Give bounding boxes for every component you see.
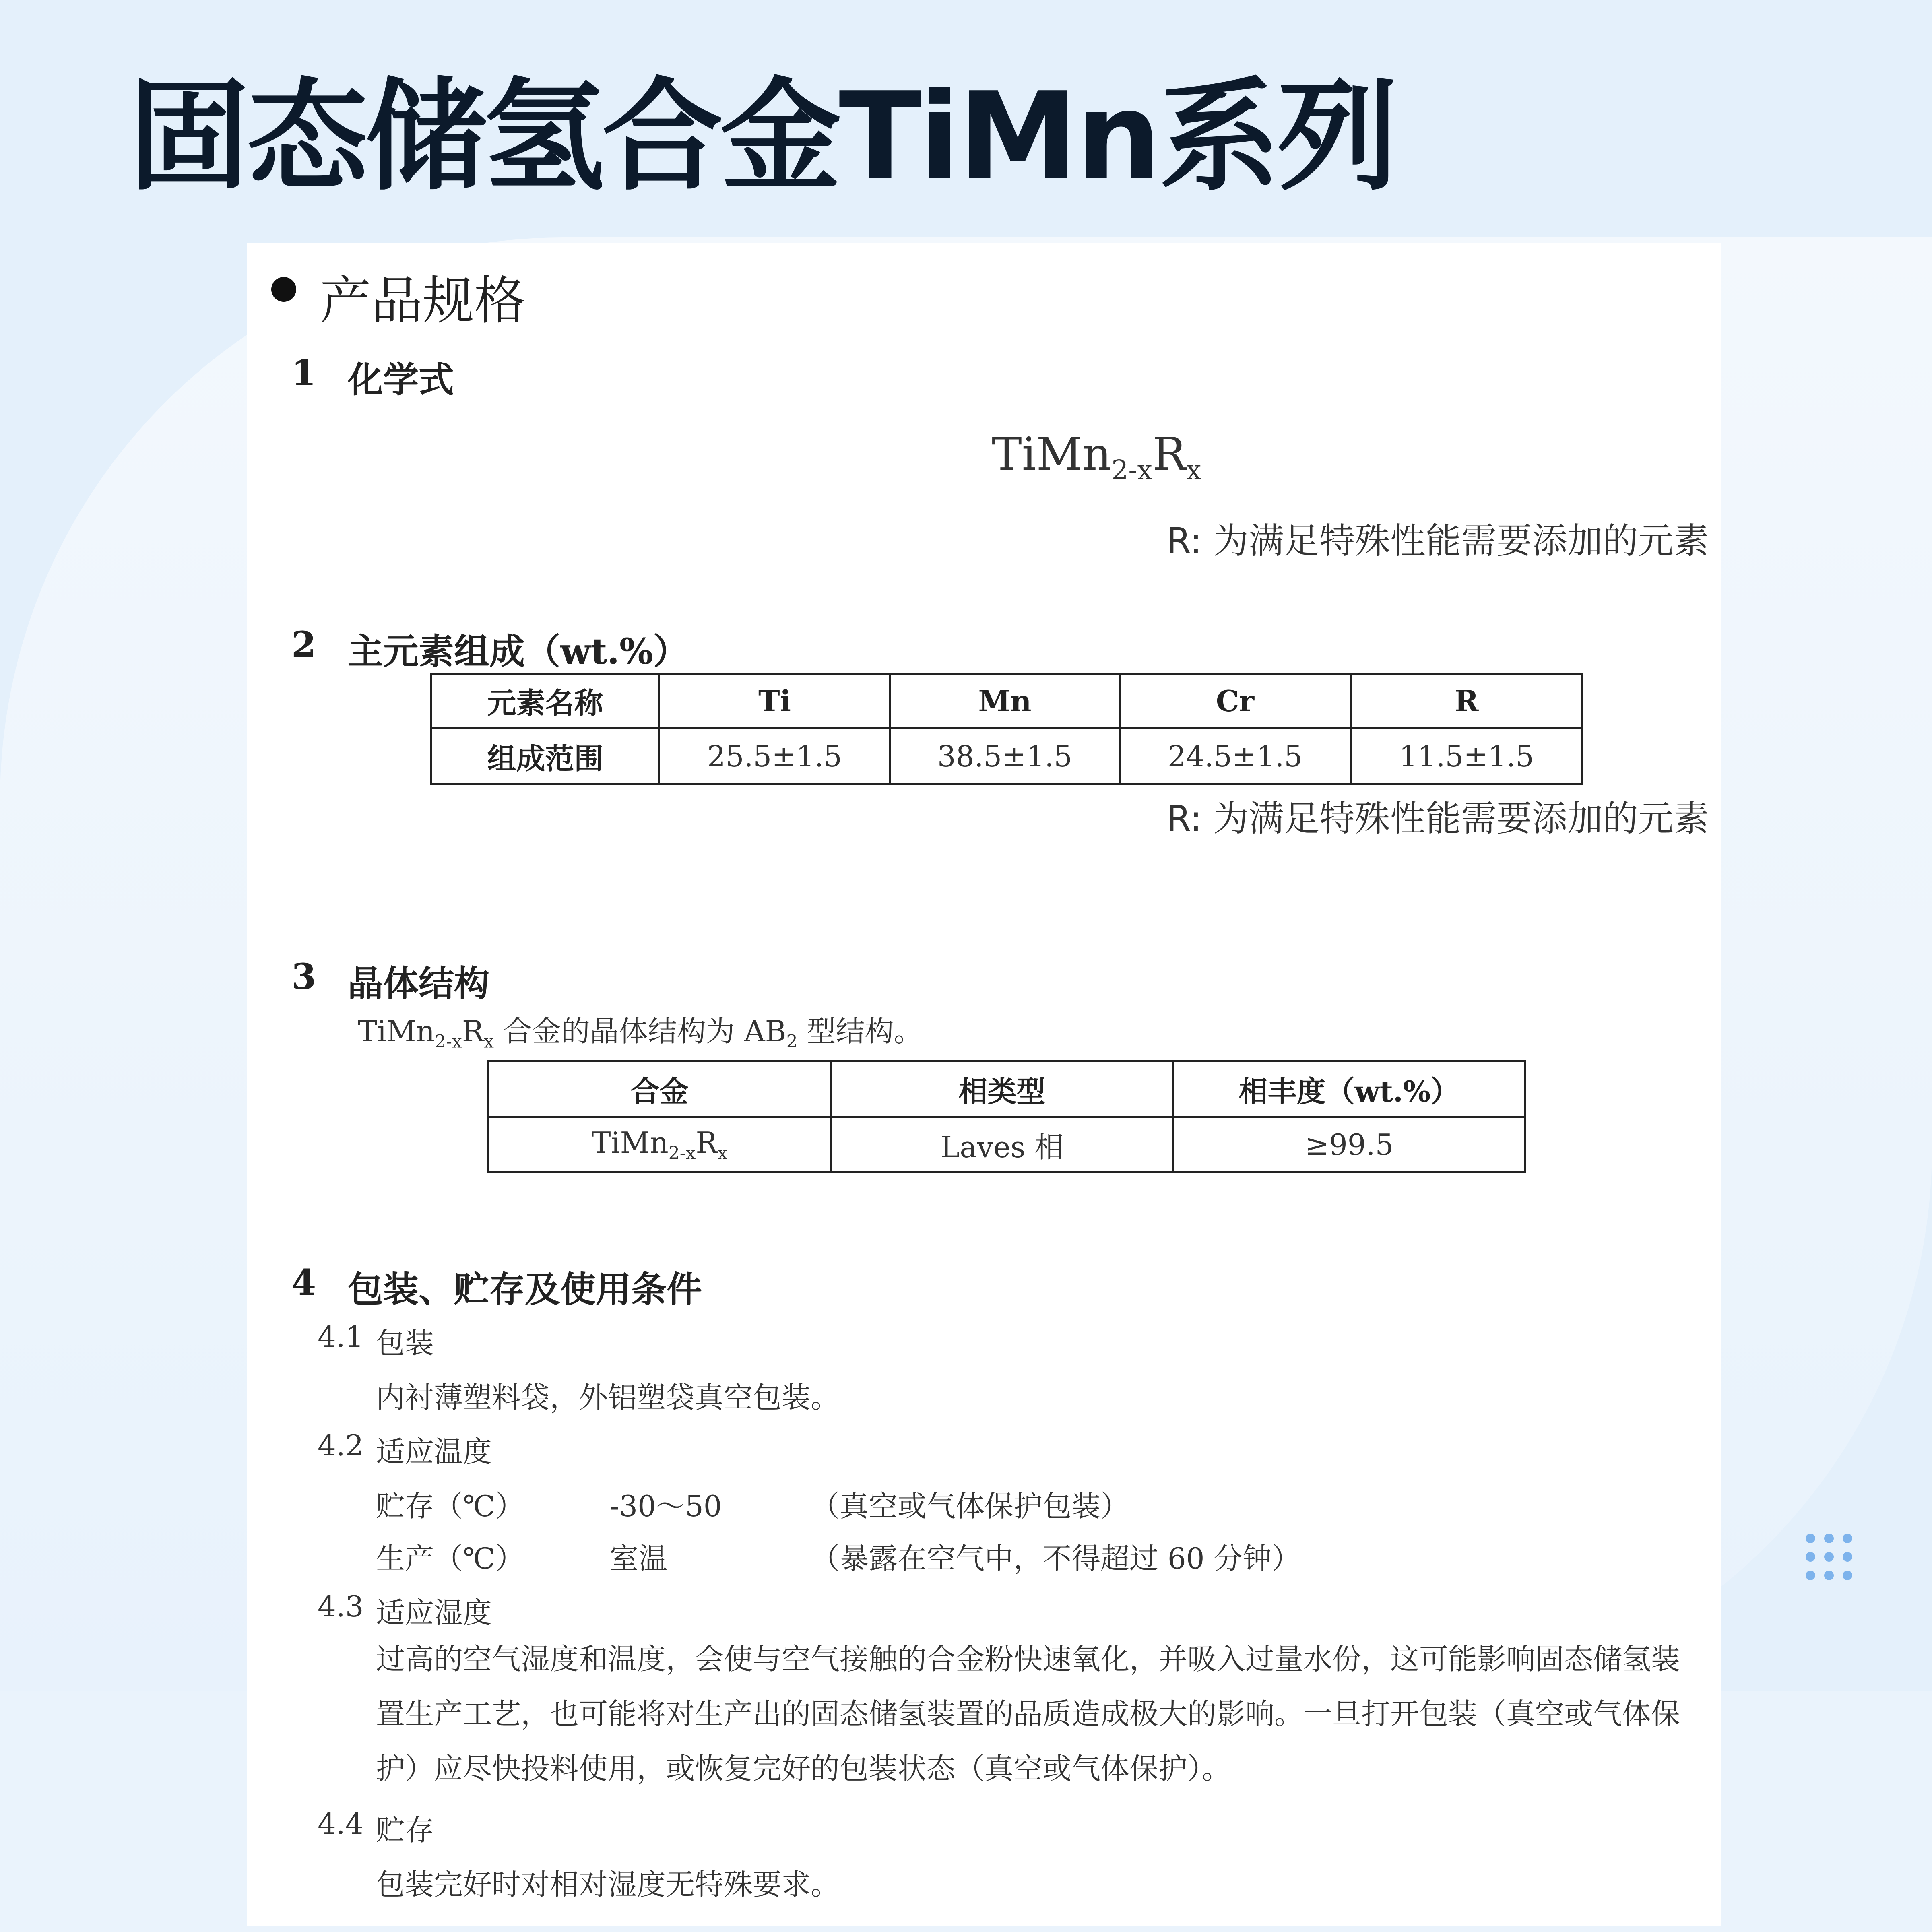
storage-temp-remark: （真空或气体保护包装） — [811, 1489, 1130, 1523]
table-header-row — [489, 1061, 1525, 1117]
section-4-title: 包装、贮存及使用条件 — [348, 1268, 702, 1310]
document-panel — [247, 243, 1721, 1926]
table-cell: 11.5±1.5 — [1351, 728, 1583, 784]
humidity-paragraph: 过高的空气湿度和温度，会使与空气接触的合金粉快速氧化，并吸入过量水份，这可能影响固态储氢装置生产工艺，也可能将对生产出的固态储氢装置的品质造成极大的影响。一旦打开包装（真空或气体保护）应尽快投料使用，或恢复完好的包装状态（真空或气体保护）。 — [376, 1642, 1680, 1785]
section-1-number: 1 — [291, 352, 316, 394]
section-4-number: 4 — [291, 1261, 316, 1303]
table-cell: Ti — [659, 674, 890, 728]
subsection-4-3-number: 4.3 — [318, 1589, 364, 1623]
section-3-title: 晶体结构 — [348, 962, 490, 1004]
decorative-dots-icon — [1806, 1534, 1854, 1598]
table-cell: 25.5±1.5 — [659, 728, 890, 784]
chemical-formula: $TiMn_{2-x}R_x$ — [992, 428, 1201, 486]
subsection-4-2-number: 4.2 — [318, 1428, 364, 1462]
storage-temp-value: -30～50 — [609, 1489, 722, 1523]
storage-temp-label: 贮存（℃） — [376, 1489, 524, 1523]
table-cell: 相丰度（wt.%） — [1174, 1061, 1525, 1117]
table-cell: 组成范围 — [431, 728, 659, 784]
section-3-number: 3 — [291, 956, 316, 997]
table-cell: 合金 — [489, 1061, 831, 1117]
subsection-4-1-title: 包装 — [376, 1326, 434, 1360]
table-cell: 相类型 — [831, 1061, 1174, 1117]
table-cell: $TiMn_{2-x}R_x$ — [489, 1117, 831, 1172]
production-temp-value: 室温 — [609, 1542, 668, 1575]
table-cell: 38.5±1.5 — [890, 728, 1120, 784]
table-cell: Cr — [1120, 674, 1351, 728]
table-cell: Mn — [890, 674, 1120, 728]
section-2-number: 2 — [291, 623, 316, 665]
bullet-icon — [271, 277, 296, 302]
subsection-4-1-number: 4.1 — [318, 1320, 364, 1354]
storage-text: 包装完好时对相对湿度无特殊要求。 — [376, 1868, 840, 1901]
table-cell: 24.5±1.5 — [1120, 728, 1351, 784]
table-cell: R — [1351, 674, 1583, 728]
subsection-4-2-title: 适应温度 — [376, 1435, 492, 1469]
table-cell: ≥99.5 — [1174, 1117, 1525, 1172]
packaging-text: 内衬薄塑料袋，外铝塑袋真空包装。 — [376, 1381, 840, 1414]
section-2-title: 主元素组成（wt.%） — [348, 630, 689, 672]
table-row — [431, 728, 1583, 784]
crystal-description: $TiMn_{2-x}R_x$ 合金的晶体结构为 $AB_2$ 型结构。 — [358, 1014, 923, 1052]
subsection-4-4-title: 贮存 — [376, 1813, 434, 1847]
table-header-row — [431, 674, 1583, 728]
section-1-title: 化学式 — [348, 359, 454, 400]
composition-note: R: 为满足特殊性能需要添加的元素 — [1166, 798, 1709, 839]
table-cell: 元素名称 — [431, 674, 659, 728]
formula-note: R: 为满足特殊性能需要添加的元素 — [1166, 520, 1709, 561]
production-temp-remark: （暴露在空气中，不得超过 60 分钟） — [811, 1542, 1301, 1575]
table-cell: Laves 相 — [831, 1117, 1174, 1172]
composition-table — [430, 673, 1583, 785]
page-title: 固态储氢合金TiMn系列 — [129, 66, 1396, 207]
subsection-4-3-title: 适应湿度 — [376, 1596, 492, 1630]
spec-heading: 产品规格 — [320, 271, 526, 331]
crystal-table — [487, 1060, 1526, 1173]
subsection-4-4-number: 4.4 — [318, 1807, 364, 1841]
table-row — [489, 1117, 1525, 1172]
production-temp-label: 生产（℃） — [376, 1542, 524, 1575]
